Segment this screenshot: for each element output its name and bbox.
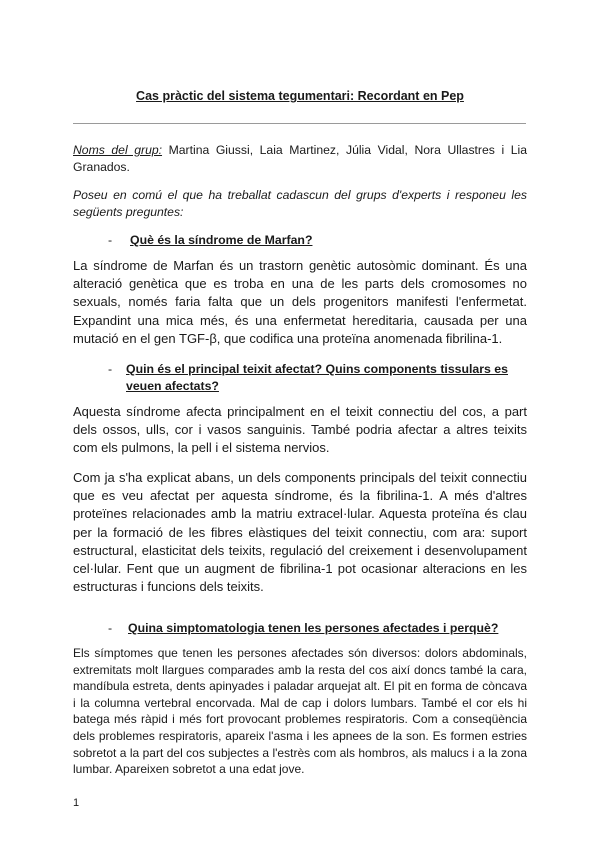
answer-1: La síndrome de Marfan és un trastorn genètic autosòmic dominant. És una alteració genètica que es troba en una de les parts dels cromosomes no sexuals, només faria falta que un dels progenitors manifesti l'enfermetat. Expandint una mica més, és una enfermetat hereditaria, causada per una mutació en el gen TGF-β, que codifica una proteïna anomenada fibrilina-1. <box>73 258 527 346</box>
answer-3: Els símptomes que tenen les persones afectades són diversos: dolors abdominals, extremitats molt llargues comparades amb la resta del cos així doncs també la cara, mandíbula estreta, dents apinyades i paladar arquejat alt. El pit en forma de còncava i la columna vertebral encorvada. Mal de cap i dolors lumbars. També el cor els hi batega més ràpid i més fort provocant problemes respiratoris. Com a conseqüència dels problemes respiratoris, apareix l'asma i les apnees de la son. Es formen estries sobretot a la part del cos subjectes a l'estrès com als hombros, als malucs i a la zona lumbar. Apareixen sobretot a una edat jove. <box>73 646 527 777</box>
question-text: Què és la síndrome de Marfan? <box>130 233 313 247</box>
title-divider <box>73 123 526 124</box>
question-2 <box>108 361 528 394</box>
group-members <box>73 142 527 175</box>
page-number: 1 <box>73 797 80 809</box>
answer-2b: Com ja s'ha explicat abans, un dels components principals del teixit connectiu que es veu afectat per aquesta síndrome, és la fibrilina-1. A més d'altres proteïnes relacionades amb la matriu extracel·lular. Aquesta proteïna és clau per la formació de les fibres elàstiques del teixit connectiu, com ara: suport estructural, elasticitat dels teixits, regulació del creixement i desenvolupament cel·lular. Fent que un augment de fibrilina-1 pot ocasionar alteracions en les estructuras i funcions dels teixits. <box>73 470 527 595</box>
group-label: Noms del grup: <box>73 143 163 157</box>
instructions: Poseu en comú el que ha treballat cadascun del grups d'experts i responeu les següents preguntes: <box>73 188 527 219</box>
question-1 <box>108 232 528 249</box>
group-names: Martina Giussi, Laia Martinez, Júlia Vidal, Nora Ullastres i Lia Granados. <box>73 143 527 174</box>
bullet-dash: - <box>108 362 113 376</box>
document-title: Cas pràctic del sistema tegumentari: Recordant en Pep <box>136 89 464 103</box>
question-text: Quin és el principal teixit afectat? Quins components tissulars es veuen afectats? <box>126 362 508 393</box>
question-text: Quina simptomatologia tenen les persones afectades i perquè? <box>128 621 499 635</box>
bullet-dash: - <box>108 621 113 635</box>
bullet-dash: - <box>108 233 113 247</box>
question-3 <box>108 620 528 637</box>
answer-2a: Aquesta síndrome afecta principalment en el teixit connectiu del cos, a part dels ossos, ulls, cor i vasos sanguinis. També podria afectar a altres teixits com els pulmons, la pell i el sistema nervios. <box>73 404 527 456</box>
